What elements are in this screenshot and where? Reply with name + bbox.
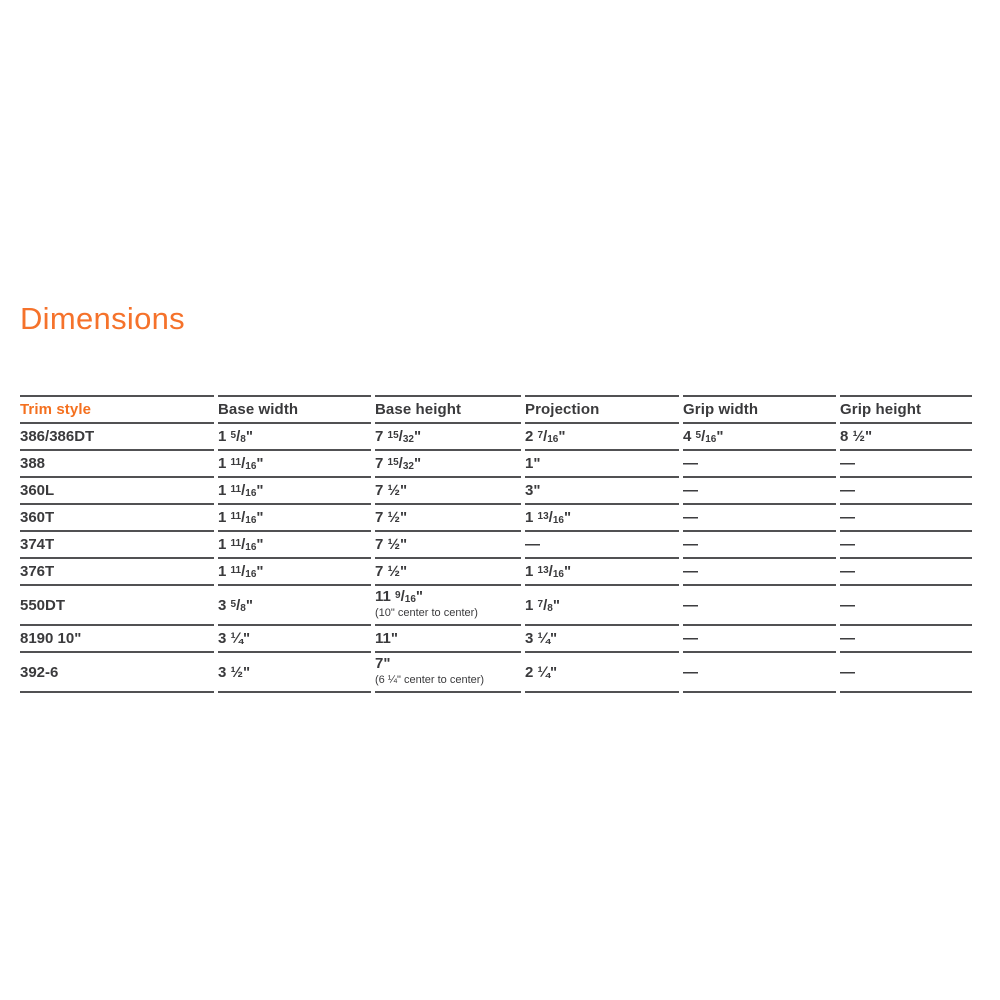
- cell-value: 1 $^{13}/_{16}$": [525, 563, 572, 580]
- table-row: [20, 559, 972, 586]
- cell-projection: [525, 653, 679, 693]
- cell-grip-width: [683, 451, 836, 478]
- cell-value: 1": [525, 455, 541, 472]
- cell-value: 1 $^{11}/_{16}$": [218, 509, 264, 526]
- cell-trim-style: [20, 559, 214, 586]
- cell-grip-height: [840, 532, 972, 559]
- cell-grip-height: [840, 505, 972, 532]
- cell-base-height: [375, 424, 521, 451]
- cell-value: 7 ½": [375, 509, 408, 526]
- cell-value: 392-6: [20, 663, 59, 681]
- cell-value: 388: [20, 455, 46, 472]
- column-header-grip-width: Grip width: [683, 395, 836, 424]
- cell-projection: [525, 478, 679, 505]
- cell-value: 360L: [20, 482, 55, 499]
- cell-grip-width: [683, 532, 836, 559]
- cell-trim-style: [20, 478, 214, 505]
- cell-value: —: [840, 630, 855, 647]
- cell-value: 1 $^5/_8$": [218, 428, 253, 445]
- cell-trim-style: [20, 505, 214, 532]
- cell-base-width: [218, 653, 371, 693]
- table-row: [20, 478, 972, 505]
- cell-value: 1 $^{11}/_{16}$": [218, 455, 264, 472]
- cell-base-width: [218, 424, 371, 451]
- cell-base-width: [218, 505, 371, 532]
- cell-value: 7 $^{15}/_{32}$": [375, 428, 422, 445]
- cell-grip-width: [683, 424, 836, 451]
- cell-value: 2 $^7/_{16}$": [525, 428, 566, 445]
- cell-value: —: [840, 596, 855, 614]
- table-body: [20, 424, 972, 693]
- cell-value: 3 ¼": [525, 630, 558, 647]
- cell-trim-style: [20, 586, 214, 626]
- cell-projection: [525, 424, 679, 451]
- cell-grip-width: [683, 559, 836, 586]
- cell-value: 7 $^{15}/_{32}$": [375, 455, 422, 472]
- cell-grip-width: [683, 626, 836, 653]
- cell-value: 7 ½": [375, 563, 408, 580]
- cell-base-height: [375, 653, 521, 693]
- cell-value: —: [683, 482, 698, 499]
- cell-value: 374T: [20, 536, 55, 553]
- cell-value: 7 ½": [375, 536, 408, 553]
- cell-grip-width: [683, 653, 836, 693]
- dimensions-table: [16, 395, 976, 693]
- cell-value: —: [683, 455, 698, 472]
- cell-value: 550DT: [20, 596, 66, 614]
- table-row: [20, 626, 972, 653]
- table-row: [20, 532, 972, 559]
- cell-base-height: [375, 626, 521, 653]
- cell-trim-style: [20, 653, 214, 693]
- cell-value: —: [683, 563, 698, 580]
- table-row: [20, 586, 972, 626]
- cell-value: —: [683, 509, 698, 526]
- cell-grip-width: [683, 586, 836, 626]
- cell-value: 1 $^{11}/_{16}$": [218, 563, 264, 580]
- cell-value: —: [840, 536, 855, 553]
- column-header-base-height: Base height: [375, 395, 521, 424]
- cell-base-height: [375, 505, 521, 532]
- cell-value: —: [525, 536, 540, 553]
- table-row: [20, 653, 972, 693]
- cell-value: 2 ¼": [525, 663, 558, 681]
- cell-value: 11 $^9/_{16}$": [375, 588, 424, 605]
- cell-base-height: [375, 559, 521, 586]
- cell-projection: [525, 505, 679, 532]
- cell-trim-style: [20, 451, 214, 478]
- cell-grip-height: [840, 559, 972, 586]
- column-header-projection: Projection: [525, 395, 679, 424]
- cell-value: 3": [525, 482, 541, 499]
- cell-grip-height: [840, 626, 972, 653]
- cell-value: —: [840, 663, 855, 681]
- cell-projection: [525, 451, 679, 478]
- cell-value: 8190 10": [20, 630, 82, 647]
- cell-value: —: [840, 509, 855, 526]
- cell-projection: [525, 586, 679, 626]
- cell-value: 1 $^{13}/_{16}$": [525, 509, 572, 526]
- cell-grip-height: [840, 451, 972, 478]
- cell-value: —: [840, 482, 855, 499]
- cell-base-height: [375, 532, 521, 559]
- cell-grip-height: [840, 653, 972, 693]
- cell-value: 11": [375, 630, 398, 647]
- cell-value: 4 $^5/_{16}$": [683, 428, 724, 445]
- cell-value: 386/386DT: [20, 428, 95, 445]
- cell-value: —: [683, 536, 698, 553]
- cell-base-height: [375, 478, 521, 505]
- table-row: [20, 424, 972, 451]
- cell-value: 376T: [20, 563, 55, 580]
- cell-base-width: [218, 559, 371, 586]
- cell-value: 3 ½": [218, 663, 251, 681]
- cell-value: 1 $^{11}/_{16}$": [218, 482, 264, 499]
- cell-grip-height: [840, 586, 972, 626]
- cell-projection: [525, 626, 679, 653]
- cell-value: —: [840, 455, 855, 472]
- column-header-grip-height: Grip height: [840, 395, 972, 424]
- cell-base-width: [218, 586, 371, 626]
- cell-value: 360T: [20, 509, 55, 526]
- cell-value: 8 ½": [840, 428, 873, 445]
- cell-value: —: [683, 596, 698, 614]
- table-row: [20, 505, 972, 532]
- cell-projection: [525, 559, 679, 586]
- cell-note: (10" center to center): [375, 607, 478, 619]
- cell-trim-style: [20, 626, 214, 653]
- cell-grip-height: [840, 424, 972, 451]
- cell-trim-style: [20, 424, 214, 451]
- table-header-row: [20, 395, 972, 424]
- table-row: [20, 451, 972, 478]
- cell-value: 3 ¼": [218, 630, 251, 647]
- cell-note: (6 ¼" center to center): [375, 674, 485, 686]
- cell-value: —: [840, 563, 855, 580]
- cell-value: 7": [375, 655, 391, 672]
- cell-grip-width: [683, 478, 836, 505]
- cell-value: 1 $^7/_8$": [525, 596, 560, 614]
- cell-base-height: [375, 451, 521, 478]
- cell-value: 7 ½": [375, 482, 408, 499]
- column-header-base-width: Base width: [218, 395, 371, 424]
- cell-grip-width: [683, 505, 836, 532]
- cell-base-width: [218, 478, 371, 505]
- cell-value: 1 $^{11}/_{16}$": [218, 536, 264, 553]
- cell-projection: [525, 532, 679, 559]
- cell-base-width: [218, 626, 371, 653]
- cell-value: —: [683, 630, 698, 647]
- cell-base-width: [218, 451, 371, 478]
- column-header-trim-style: Trim style: [20, 395, 214, 424]
- cell-base-width: [218, 532, 371, 559]
- cell-trim-style: [20, 532, 214, 559]
- cell-base-height: [375, 586, 521, 626]
- cell-value: —: [683, 663, 698, 681]
- cell-grip-height: [840, 478, 972, 505]
- page-title: Dimensions: [20, 301, 185, 336]
- cell-value: 3 $^5/_8$": [218, 596, 253, 614]
